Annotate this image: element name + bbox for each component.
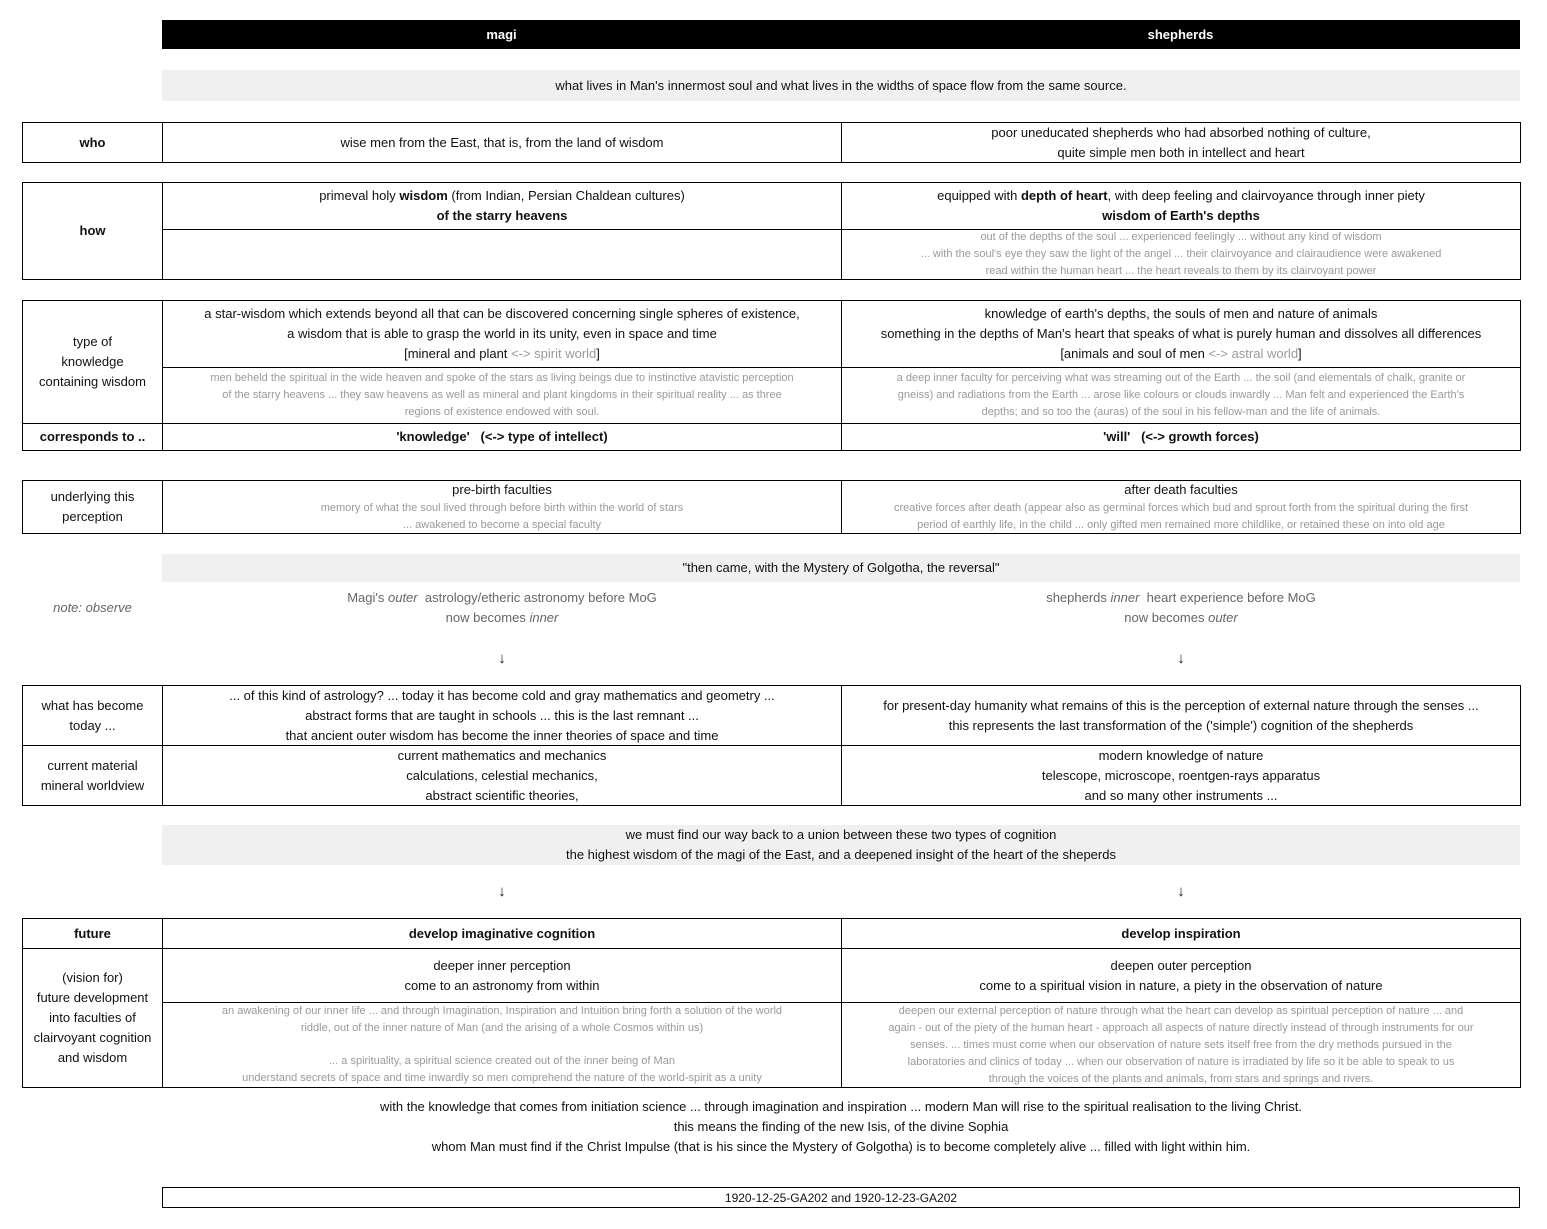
who-shepherds-line: quite simple men both in intellect and heart [1057,144,1305,160]
conclusion: with the knowledge that comes from initiation science ... through imagination and inspiration ... modern Man will rise to the spiritual realisation to the living Christ. this means the finding of the new Isis, of the divine Sophia whom Man must find if the Christ Impulse (that is his since the Mystery of Golgotha) is to become completely alive ... filled with light within him. [379,1099,1302,1154]
how-magi-empty [162,229,842,280]
who-magi [162,122,842,163]
how-shepherds-detail: out of the depths of the soul ... experienced feelingly ... without any kind of wisdom ... with the soul's eye they saw the light of the angel ... their clairvoyance and clairaudience were awakened read within the human heart ... the heart reveals to them by its clairvoyant power [841,229,1521,280]
note-magi: Magi's outer astrology/etheric astronomy before MoG now becomes inner [347,590,657,625]
how-label-text: how [79,223,106,238]
underlying-shepherds: after death faculties creative forces after death (appear also as germinal forces which bud and sprout forth from the spiritual during the first period of earthly life, in the child ... only gifted men remained more childlike, or retained these on into old age [841,480,1521,534]
intro-text: what lives in Man's innermost soul and what lives in the widths of space flow from the same source. [555,77,1127,93]
note-shepherds: shepherds inner heart experience before MoG now becomes outer [1046,590,1316,625]
vision-magi: deeper inner perception come to an astronomy from within [162,948,842,1003]
future-label: future [22,918,163,949]
knowledge-magi: a star-wisdom which extends beyond all that can be discovered concerning single spheres of existence, a wisdom that is able to grasp the world in its unity, even in space and time [mineral and plant <-> spirit world] [162,300,842,368]
how-shepherds-line-2: wisdom of Earth's depths [1102,208,1260,223]
underlying-label: underlying this perception [22,480,163,534]
corresponds-magi: 'knowledge' (<-> type of intellect) [162,423,842,451]
reversal-banner: "then came, with the Mystery of Golgotha, the reversal" [162,554,1520,582]
source-text: 1920-12-25-GA202 and 1920-12-23-GA202 [724,1190,958,1205]
how-magi-line-2: of the starry heavens [436,208,568,223]
vision-shepherds-detail: deepen our external perception of nature through what the heart can develop as spiritual perception of nature ... and again - out of the piety of the human heart - approach all aspects of nature directly instead of through instruments for our senses. ... times must come when our observation of nature sets itself free from the dry methods pursued in the laboratories and clinics of today ... when our observation of nature is irradiated by life so it be able to speak to us through the voices of the plants and animals, from stars and springs and rivers. [841,1002,1521,1088]
material-shepherds: modern knowledge of nature telescope, microscope, roentgen-rays apparatus and so many other instruments ... [841,745,1521,806]
future-shepherds: develop inspiration [841,918,1521,949]
today-label: what has become today ... [22,685,163,746]
arrow-down-icon: ↓ [1177,650,1185,667]
vision-magi-detail: an awakening of our inner life ... and through Imagination, Inspiration and Intuition bring forth a solution of the world riddle, out of the inner nature of Man (and the arising of a whole Cosmos within us) ... a spirituality, a spiritual science created out of the inner being of Man understand secrets of space and time inwardly so men comprehend the nature of the world-spirit as a unity [162,1002,842,1088]
note-label: note: observe [53,600,132,615]
material-magi: current mathematics and mechanics calculations, celestial mechanics, abstract scientific theories, [162,745,842,806]
arrow-down-icon: ↓ [498,650,506,667]
future-magi: develop imaginative cognition [162,918,842,949]
header-shepherds: shepherds [1147,27,1214,42]
union-banner: we must find our way back to a union between these two types of cognition the highest wisdom of the magi of the East, and a deepened insight of the heart of the sheperds [162,825,1520,865]
corresponds-label: corresponds to .. [22,423,163,451]
who-magi-text: wise men from the East, that is, from the land of wisdom [340,134,664,150]
who-label-text: who [79,134,106,150]
today-magi: ... of this kind of astrology? ... today it has become cold and gray mathematics and geometry ... abstract forms that are taught in schools ... this is the last remnant ... that ancient outer wisdom has become the inner theories of space and time [162,685,842,746]
knowledge-shepherds-detail: a deep inner faculty for perceiving what was streaming out of the Earth ... the soil (and elementals of chalk, granite or gneiss) and radiations from the Earth ... arose like colours or clouds inwardly ... Man felt and experienced the Earth's depths; and so too the (auras) of the soul in his fellow-man and the life of animals. [841,367,1521,424]
knowledge-shepherds-bracket: [animals and soul of men <-> astral world] [1060,346,1302,361]
knowledge-magi-detail: men beheld the spiritual in the wide heaven and spoke of the stars as living beings due to instinctive atavistic perception of the starry heavens ... they saw heavens as well as mineral and plant kingdoms in their spiritual reality ... as three regions of existence endowed with soul. [162,367,842,424]
how-shepherds-line-1: equipped with depth of heart, with deep feeling and clairvoyance through inner piety [937,188,1425,203]
knowledge-magi-bracket: [mineral and plant <-> spirit world] [404,346,600,361]
knowledge-label: type of knowledge containing wisdom [22,300,163,424]
underlying-magi: pre-birth faculties memory of what the soul lived through before birth within the world of stars ... awakened to become a special faculty [162,480,842,534]
intro-banner [162,70,1520,101]
arrow-down-icon: ↓ [1177,883,1185,900]
knowledge-shepherds: knowledge of earth's depths, the souls of men and nature of animals something in the depths of Man's heart that speaks of what is purely human and dissolves all differences [animals and soul of men <-> astral world] [841,300,1521,368]
how-label [22,182,163,280]
how-magi [162,182,842,230]
arrow-down-icon: ↓ [498,883,506,900]
header-magi: magi [486,27,517,42]
vision-label: (vision for) future development into faculties of clairvoyant cognition and wisdom [22,948,163,1088]
who-shepherds-line: poor uneducated shepherds who had absorbed nothing of culture, [991,124,1371,140]
corresponds-shepherds: 'will' (<-> growth forces) [841,423,1521,451]
today-shepherds: for present-day humanity what remains of this is the perception of external nature through the senses ... this represents the last transformation of the ('simple') cognition of the shepherds [841,685,1521,746]
material-label: current material mineral worldview [22,745,163,806]
how-shepherds [841,182,1521,230]
vision-shepherds: deepen outer perception come to a spiritual vision in nature, a piety in the observation of nature [841,948,1521,1003]
who-label [22,122,163,163]
source-box [162,1187,1520,1208]
how-magi-line-1: primeval holy wisdom (from Indian, Persian Chaldean cultures) [319,188,685,203]
who-shepherds [841,122,1521,163]
